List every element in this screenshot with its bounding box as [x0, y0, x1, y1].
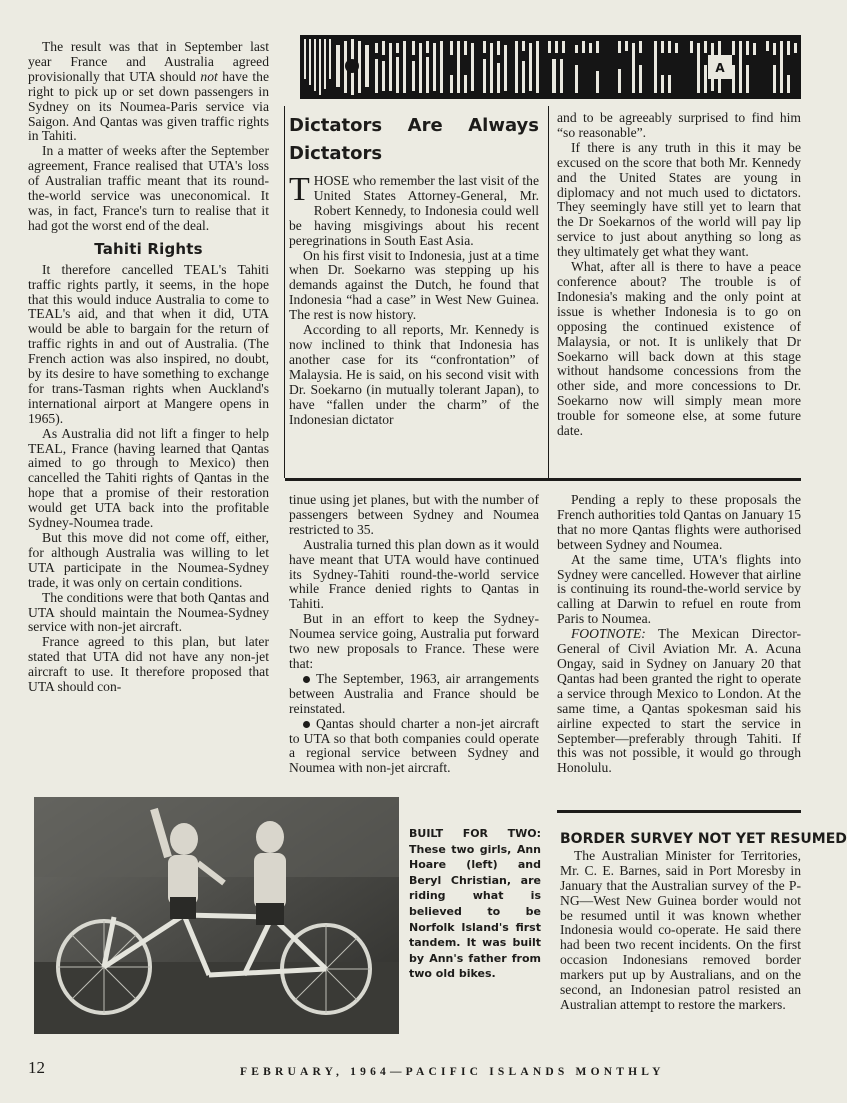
colB-lead-paragraph	[289, 171, 539, 249]
colB-paragraph-2: On his first visit to Indonesia, just at a time when Dr. Soekarno was stepping up his demands against the Dutch, he found that Indonesia “had a case” in West New Guinea. The rest is now history.	[289, 247, 539, 323]
colB-paragraph-3: According to all reports, Mr. Kennedy is now inclined to think that Indonesia has another case for its “confrontation” of Malaysia. He is said, on his second visit with Dr. Soekarno (in mutually tolerant Japan), to have “fallen under the charm” of the Indonesian dictator	[289, 322, 539, 427]
bullet-icon	[303, 721, 310, 728]
tandem-bicycle-photo	[34, 797, 399, 1034]
border-survey-box	[560, 831, 847, 1013]
top-horizontal-rule	[285, 478, 801, 481]
footnote-text: The Mexican Director-General of Civil Aviation Mr. A. Acuna Ongay, said in Sydney on January 20 that Qantas had been granted the right to operate a service through Mexico to London. At the same time, a Qantas spokesman said his airline expected to start the service in September—preferably through Tahiti. If this was not possible, it would go through Honolulu.	[557, 626, 801, 776]
colA-paragraph-1	[28, 40, 269, 144]
colA-para-1b: have the right to pick up or set down passengers in Sydney on its Noumea-Paris service via Saigon. And Qantas was given traffic rights in Tahiti.	[28, 68, 269, 144]
colB-cont-3: But in an effort to keep the Sydney-Noumea service going, Australia put forward two new proposals to France. These were that:	[289, 611, 539, 671]
column-c-top	[557, 111, 801, 439]
colA-paragraph-2: In a matter of weeks after the September agreement, France realised that UTA's loss of Australian traffic meant that its round-the-world service was uneconomical. It was, in fact, France's turn to realise that it had got the worst end of the deal.	[28, 143, 269, 233]
running-footer: FEBRUARY, 1964—PACIFIC ISLANDS MONTHLY	[240, 1066, 665, 1078]
commentary-banner-art	[300, 35, 801, 99]
colB-lead-text: HOSE who remember the last visit of the United States Attorney-General, Mr. Robert Kennedy, to Indonesia could well be having misgivings about his recent peregrinations in South East Asia.	[289, 173, 539, 248]
column-b-top	[289, 112, 539, 427]
column-a	[28, 40, 269, 695]
article-headline: Dictators Are Always Dictators	[289, 115, 539, 164]
colC-cont-1: Pending a reply to these proposals the French authorities told Qantas on January 15 that no more Qantas flights were authorised between Sydney and Noumea.	[557, 492, 801, 552]
colB-bullet-2-text: Qantas should charter a non-jet aircraft to UTA so that both companies could operate a regional service between Sydney and Noumea with non-jet aircraft.	[289, 715, 539, 776]
subhead-tahiti-rights: Tahiti Rights	[94, 239, 203, 258]
column-b-bottom	[289, 493, 539, 776]
column-c-bottom	[557, 493, 801, 776]
border-survey-text: The Australian Minister for Territories, Mr. C. E. Barnes, said in Port Moresby in January that the Australian survey of the P-NG—West New Guinea border would not be resumed until it was known whether Indonesia would co-operate. He said there had been two recent incidents. On the first occasion Indonesians removed border markers put up by Australians, and on the second, an Indonesian patrol resisted an Australian attempt to restore the markers.	[560, 847, 801, 1012]
colA-para-1-emphasis: not	[200, 68, 218, 84]
colC-paragraph-1: and to be agreeably surprised to find him “so reasonable”.	[557, 110, 801, 140]
box-top-rule	[557, 810, 801, 813]
colA-paragraph-6: The conditions were that both Qantas and UTA should maintain the Noumea-Sydney service with non-jet aircraft.	[28, 589, 269, 635]
photo-caption: BUILT FOR TWO: These two girls, Ann Hoare (left) and Beryl Christian, are riding what is believed to be Norfolk Island's first tandem. It was built by Ann's father from two old bikes.	[409, 827, 541, 981]
page-number: 12	[28, 1058, 45, 1077]
colB-cont-2: Australia turned this plan down as it would have meant that UTA would have continued its Sydney-Tahiti round-the-world service while France denied rights to Qantas in Tahiti.	[289, 536, 539, 612]
colB-bullet-2	[289, 717, 539, 777]
colC-paragraph-2: If there is any truth in this it may be excused on the score that both Mr. Kennedy and the United States are young in diplomacy and not much used to dictators. They seemingly have still yet to learn that the Dr Soekarnos of the world will pay lip service to just about anything so long as they ultimately get what they want.	[557, 139, 801, 260]
banner-badge-letter: A	[715, 61, 725, 75]
colA-paragraph-4: As Australia did not lift a finger to help TEAL, France (having learned that Qantas aimed to go through to Mexico) then cancelled the Tahiti rights of Qantas in the hope that a promise of their restoration would get UTA back into the profitable Sydney-Noumea trade.	[28, 425, 269, 531]
colC-paragraph-3: What, after all is there to have a peace conference about? The trouble is of Indonesia's making and the only point at issue is whether Indonesia is to go on opposing the continued existence of Malaysia, or not. It is unlikely that Dr Soekarno will back down at this stage without handsome concessions from the other side, and more concessions to Dr. Soekarno now will simply mean more trouble for someone else, at some future date.	[557, 259, 801, 439]
colA-paragraph-3: It therefore cancelled TEAL's Tahiti traffic rights partly, it seems, in the hope that this would induce Australia to come to TEAL's aid, and that when it did, UTA would be able to bargain for the return of traffic rights in and out of Australia. (The French action was also inspired, no doubt, by its desire to have something to exchange for trans-Tasman rights when Auckland's international airport at Mangere opens in 1965).	[28, 261, 269, 426]
drop-cap: T	[289, 171, 310, 208]
footnote-label: FOOTNOTE:	[571, 626, 646, 642]
tandem-photo-art	[34, 797, 399, 1034]
commentary-banner	[300, 35, 801, 99]
border-survey-headline: BORDER SURVEY NOT YET RESUMED	[560, 831, 847, 847]
bullet-icon	[303, 676, 310, 683]
column-divider-b	[284, 106, 285, 478]
colC-cont-2: At the same time, UTA's flights into Sydney were cancelled. However that airline is continuing its round-the-world service by calling at Darwin to refuel en route from Paris to Noumea.	[557, 551, 801, 627]
colB-bullet-1-text: The September, 1963, air arrangements between Australia and France should be reinstated.	[289, 670, 539, 716]
colA-paragraph-7: France agreed to this plan, but later stated that UTA did not have any non-jet aircraft to use. It therefore proposed that UTA should con-	[28, 634, 269, 695]
colB-bullet-1	[289, 672, 539, 717]
colB-cont-1: tinue using jet planes, but with the number of passengers between Sydney and Noumea restricted to 35.	[289, 492, 539, 537]
colC-footnote	[557, 627, 801, 776]
colA-paragraph-5: But this move did not come off, either, for although Australia was willing to let UTA participate in the Noumea-Sydney trade, it was only on certain conditions.	[28, 530, 269, 590]
colA-para-1a: The result was that in September last year France and Australia agreed provisionally that UTA should	[28, 39, 269, 84]
column-divider-c	[548, 106, 549, 478]
